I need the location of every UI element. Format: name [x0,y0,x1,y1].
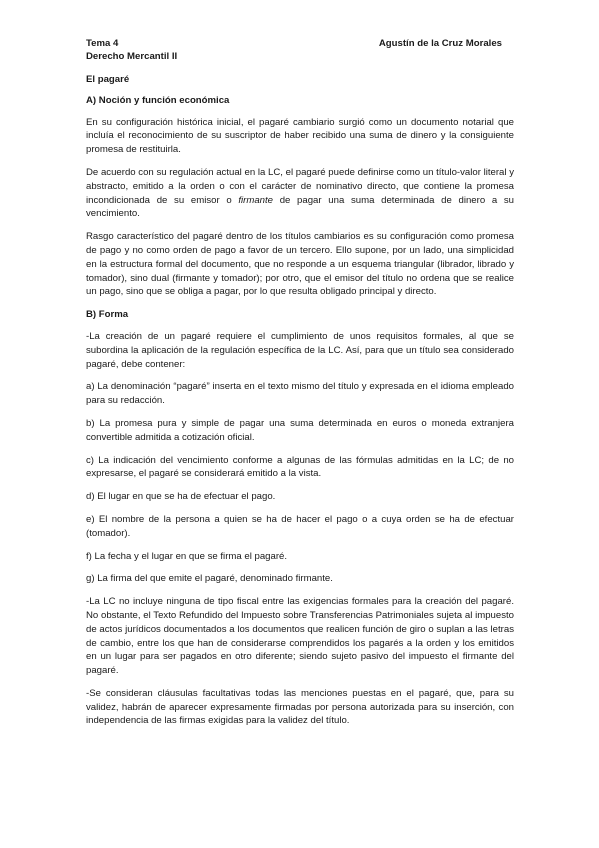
section-a-paragraph-1: En su configuración histórica inicial, el pagaré cambiario surgió como un documento notarial que incluía el reconocimiento de su suscriptor de haber recibido una suma de dinero y la consiguiente promesa de restituirla. [86,116,514,156]
document-content [86,38,514,728]
requirement-item-e: e) El nombre de la persona a quien se ha de hacer el pago o a cuya orden se ha de efectuar (tomador). [86,513,514,539]
section-b-heading: B) Forma [86,309,129,321]
requirement-item-d: d) El lugar en que se ha de efectuar el pago. [86,491,276,503]
requirement-item-b: b) La promesa pura y simple de pagar una suma determinada en euros o moneda extranjera convertible admitida a cotización oficial. [86,417,514,443]
paragraph-2-text-start: De acuerdo con su regulación actual en la LC, el pagaré puede definirse como un título-valor literal y abstracto, emitido a la orden o con el carácter de nominativo directo, que contiene la promesa incondicionada de su emisor o [86,166,514,206]
header-topic: Tema 4 [86,38,119,49]
requirement-item-a: a) La denominación “pagaré” inserta en el texto mismo del título y expresada en el idioma empleado para su redacción. [86,381,514,407]
header-author: Agustín de la Cruz Morales [378,38,502,49]
page-header [86,38,514,63]
section-a-paragraph-3: Rasgo característico del pagaré dentro de los títulos cambiarios es su configuración como promesa de pago y no como orden de pago a favor de un tercero. Ello supone, por un lado, una simplicidad en la estructura formal del documento, que no responde a un esquema triangular (librador, librado y tomador), sino dual (firmante y tomador); por otro, que el emisor del título no ordena que se realice un pago, sino que se obliga a pagar, por lo que resulta obligado principal y directo. [86,231,514,298]
document-title: El pagaré [86,74,130,85]
section-b-tax-paragraph: -La LC no incluye ninguna de tipo fiscal entre las exigencias formales para la creación del pagaré. No obstante, el Texto Refundido del Impuesto sobre Transferencias Patrimoniales sujeta al impuesto de actos jurídicos documentados a los documentos que realicen función de giro o suplan a las letras de cambio, entre los que han de considerarse comprendidos los pagarés a la orden y los emitidos en un lugar para ser pagados en otro diferente; siendo sujeto pasivo del impuesto el firmante del pagaré. [86,596,514,677]
requirement-item-g: g) La firma del que emite el pagaré, denominado firmante. [86,573,333,585]
section-a-paragraph-2 [86,166,514,221]
paragraph-2-italic-term: firmante [238,194,274,206]
section-a-heading: A) Noción y función económica [86,94,230,106]
section-b-intro: -La creación de un pagaré requiere el cumplimiento de unos requisitos formales, al que se subordina la aplicación de la regulación específica de la LC. Así, para que un título sea considerado pagaré, debe contener: [86,330,514,370]
section-b-optional-clauses-paragraph: -Se consideran cláusulas facultativas todas las menciones puestas en el pagaré, que, para su validez, habrán de aparecer expresamente firmadas por persona autorizada para su inserción, con independencia de las firmas exigidas para la validez del título. [86,687,514,727]
requirement-item-f: f) La fecha y el lugar en que se firma el pagaré. [86,550,288,562]
requirement-item-c: c) La indicación del vencimiento conforme a algunas de las fórmulas admitidas en la LC; de no expresarse, el pagaré se considerará emitido a la vista. [86,454,514,480]
header-row [86,38,514,51]
header-subject: Derecho Mercantil II [86,50,178,62]
paragraph-2-text-end: de pagar una suma determinada de dinero a su vencimiento. [86,194,514,220]
